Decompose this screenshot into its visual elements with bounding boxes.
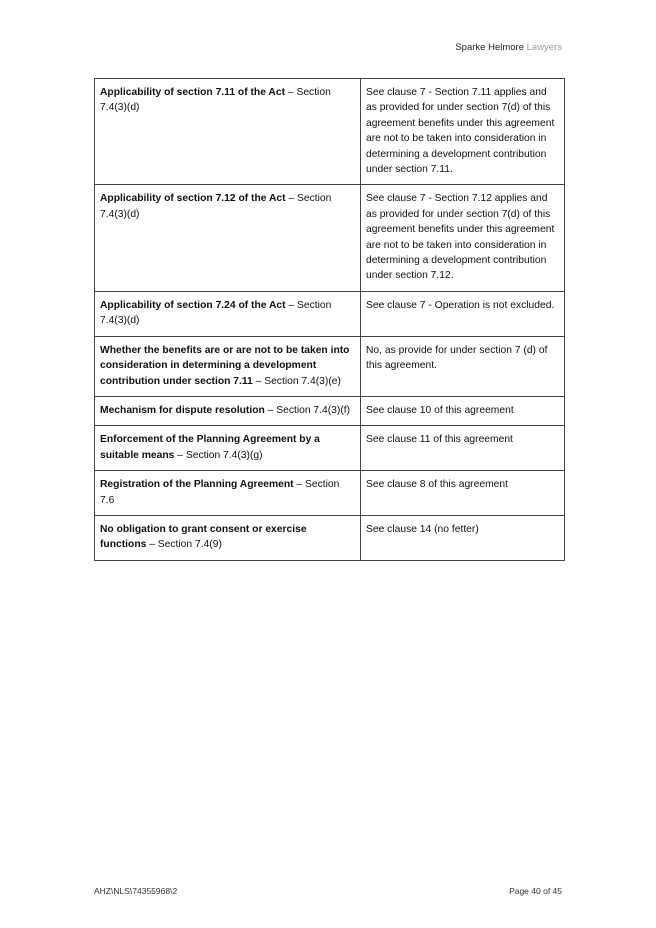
- firm-name: Sparke Helmore: [455, 42, 524, 53]
- requirement-section: – Section 7.4(3)(d): [100, 87, 331, 114]
- requirement-title: Registration of the Planning Agreement: [100, 479, 294, 491]
- requirement-cell: [95, 426, 361, 471]
- firm-suffix: Lawyers: [526, 42, 562, 53]
- requirement-section: – Section 7.4(3)(d): [100, 299, 332, 327]
- table-row: [95, 291, 565, 336]
- response-cell: No, as provide for under section 7 (d) of this agreement.: [361, 336, 565, 396]
- requirement-title: Applicability of section 7.12 of the Act: [100, 193, 286, 205]
- response-cell: See clause 14 (no fetter): [361, 515, 565, 560]
- requirement-cell: [95, 291, 361, 336]
- response-cell: See clause 7 - Operation is not excluded.: [361, 291, 565, 336]
- requirement-title: Mechanism for dispute resolution: [100, 404, 265, 416]
- table-row: [95, 336, 565, 396]
- requirement-section: – Section 7.4(3)(d): [100, 193, 332, 220]
- requirement-cell: [95, 185, 361, 291]
- response-cell: See clause 7 - Section 7.11 applies and as provided for under section 7(d) of this agreement benefits under this agreement are not to be taken into consideration in determining a development contribution under section 7.11.: [361, 79, 565, 185]
- requirement-section: – Section 7.4(3)(g): [174, 449, 263, 461]
- response-cell: See clause 10 of this agreement: [361, 396, 565, 425]
- document-reference: AHZ\NLS\74355968\2: [94, 886, 178, 896]
- table-row: [95, 471, 565, 516]
- requirement-title: Applicability of section 7.11 of the Act: [100, 87, 285, 98]
- table-row: [95, 79, 565, 185]
- requirement-section: – Section 7.4(9): [146, 539, 222, 551]
- response-cell: See clause 11 of this agreement: [361, 426, 565, 471]
- requirement-cell: [95, 515, 361, 560]
- response-cell: See clause 7 - Section 7.12 applies and as provided for under section 7(d) of this agreement benefits under this agreement are not to be taken into consideration in determining a development contribution under section 7.12.: [361, 185, 565, 291]
- requirement-cell: [95, 79, 361, 185]
- response-cell: See clause 8 of this agreement: [361, 471, 565, 516]
- requirements-table: [94, 78, 565, 561]
- requirement-section: – Section 7.4(3)(e): [252, 375, 341, 387]
- requirement-cell: [95, 336, 361, 396]
- requirement-cell: [95, 471, 361, 516]
- requirement-cell: [95, 396, 361, 425]
- requirement-section: – Section 7.4(3)(f): [264, 404, 351, 416]
- table-row: [95, 426, 565, 471]
- requirement-title: Whether the benefits are or are not to be taken into consideration in determining a development contribution under section 7.11: [100, 344, 350, 387]
- requirement-title: Enforcement of the Planning Agreement by a suitable means: [100, 434, 320, 461]
- page-number: Page 40 of 45: [509, 886, 562, 896]
- page-header: [455, 42, 562, 53]
- table-row: [95, 185, 565, 291]
- table-row: [95, 396, 565, 425]
- requirement-title: Applicability of section 7.24 of the Act: [100, 299, 286, 311]
- requirement-section: – Section 7.6: [100, 479, 340, 506]
- table-row: [95, 515, 565, 560]
- requirement-title: No obligation to grant consent or exercise functions: [100, 523, 307, 551]
